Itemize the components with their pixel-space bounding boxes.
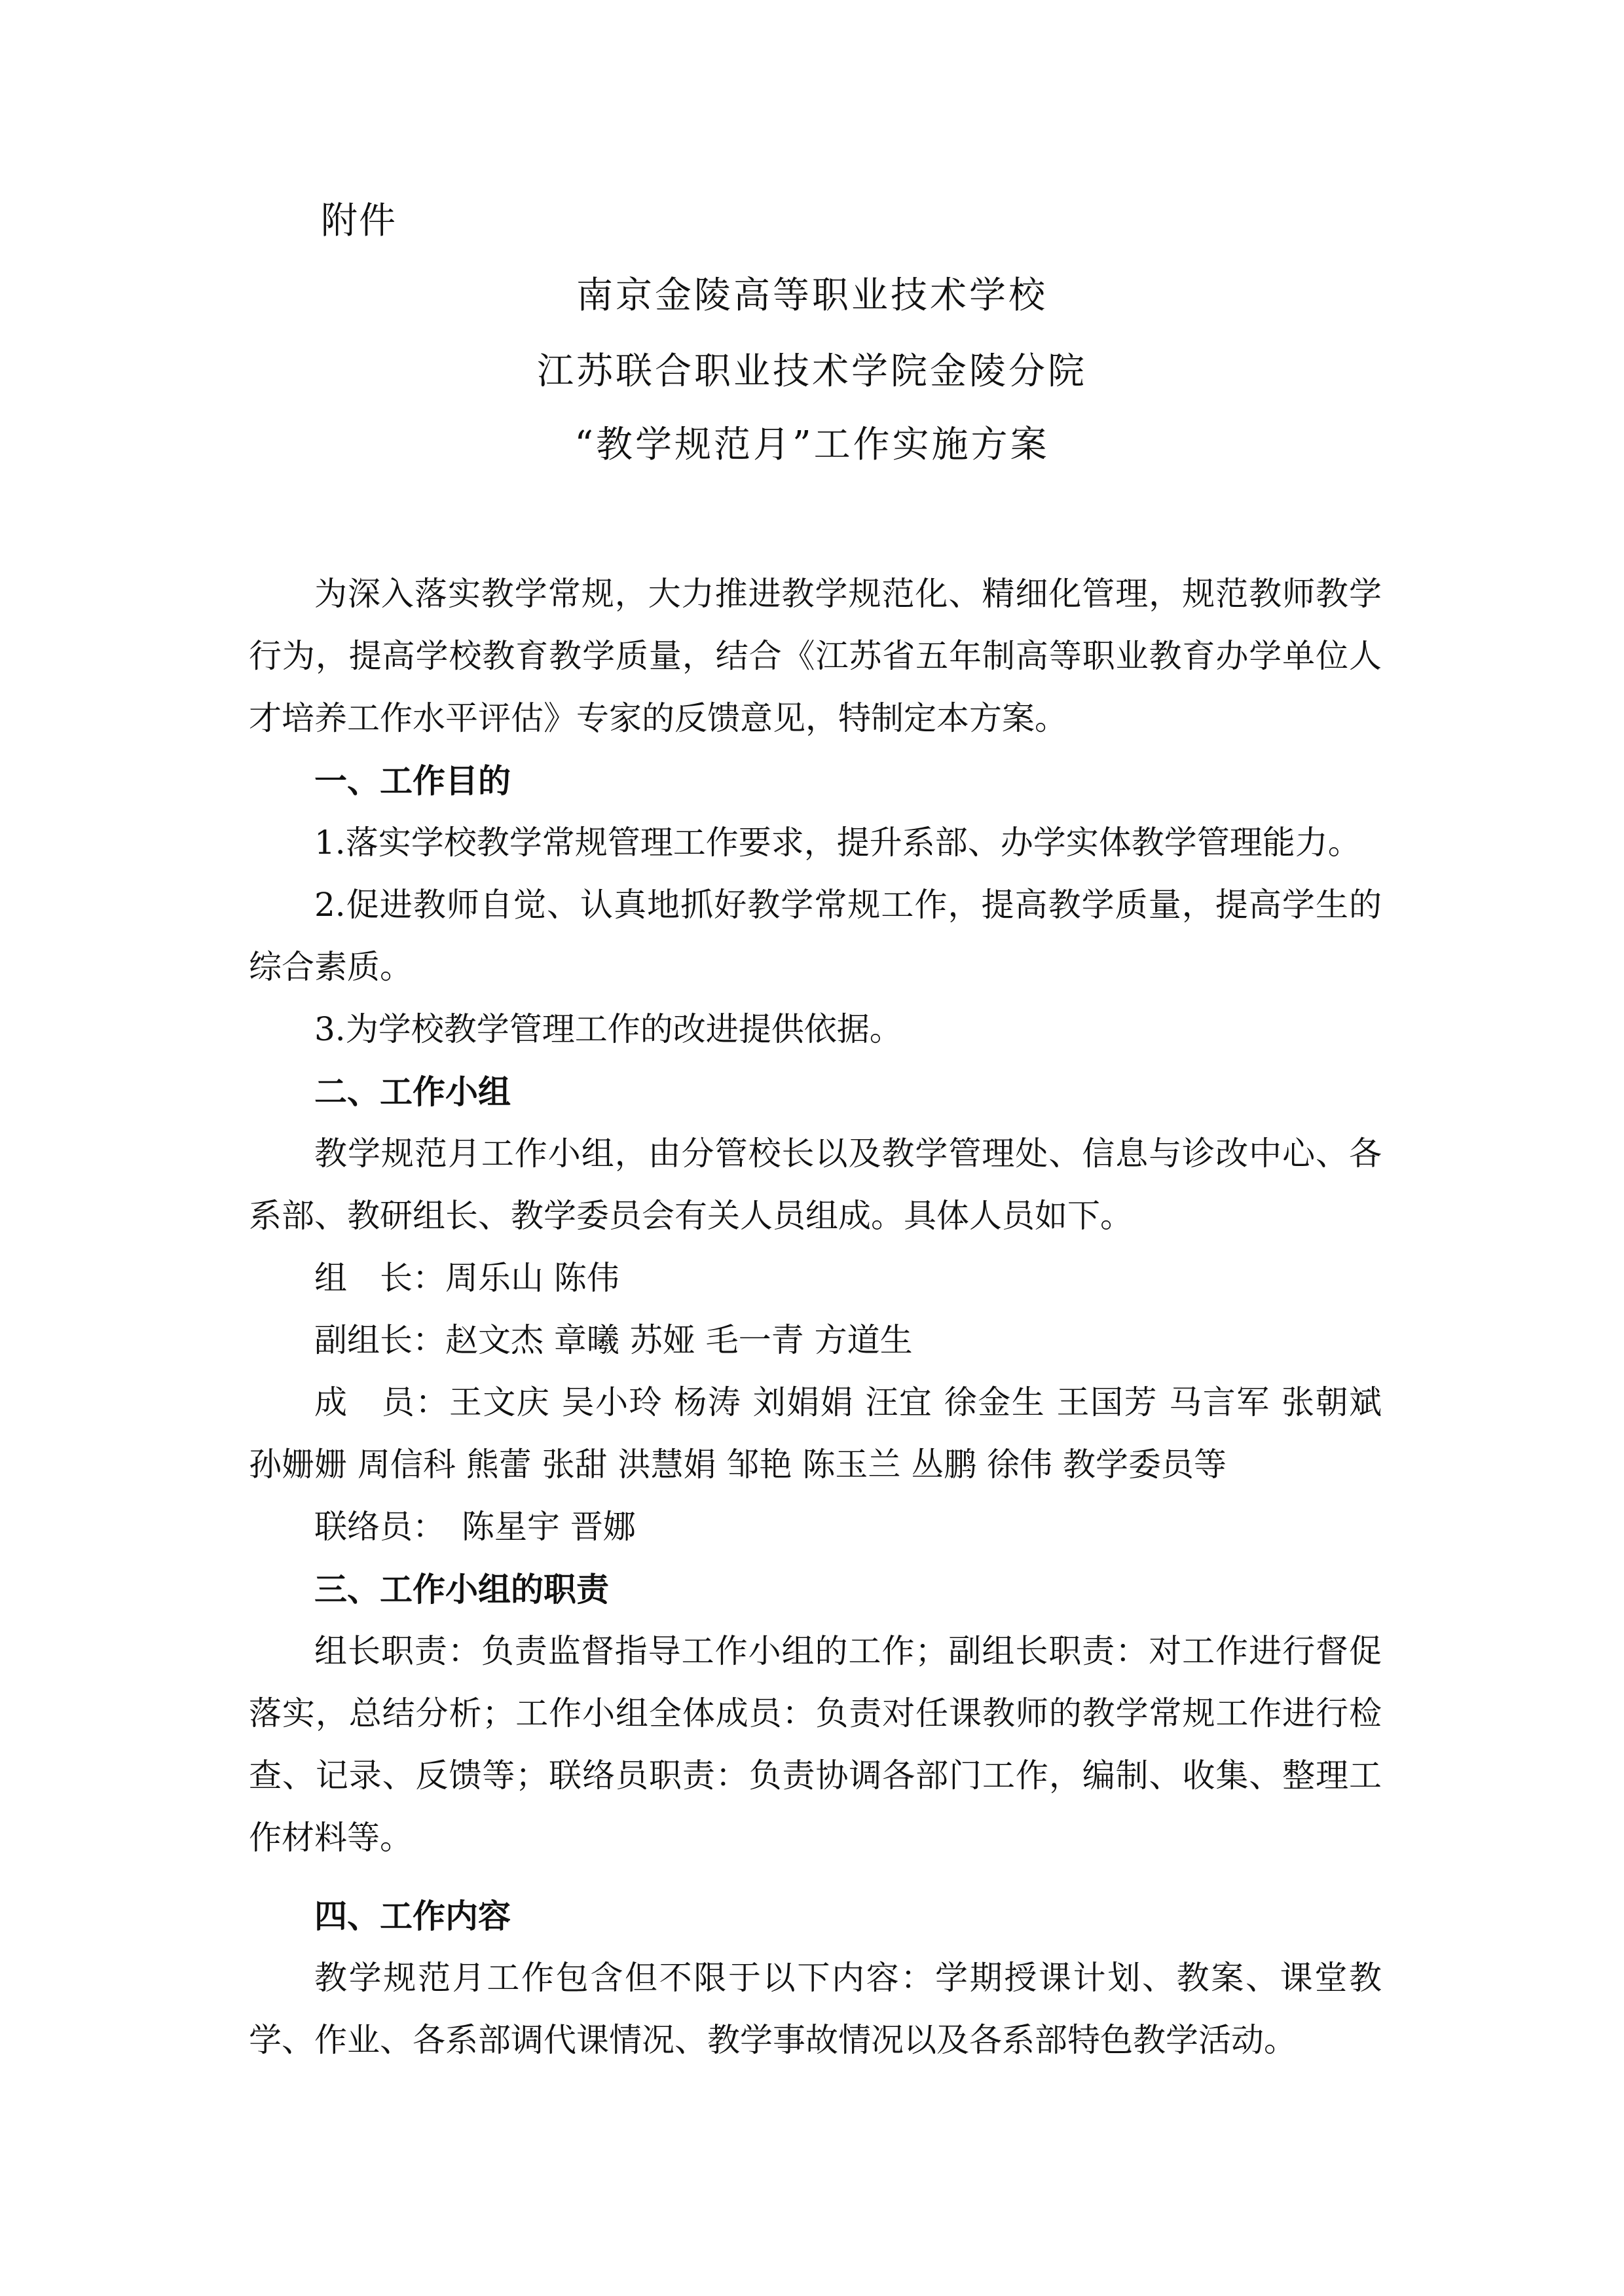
group-leader-line: 组 长：周乐山 陈伟	[314, 1259, 619, 1297]
section-3-heading: 三、工作小组的职责	[314, 1570, 609, 1609]
section-4-heading: 四、工作内容	[314, 1897, 511, 1935]
section-2-description: 教学规范月工作小组，由分管校长以及教学管理处、信息与诊改中心、各系部、教研组长、教学委员会有关人员组成。具体人员如下。	[249, 1135, 1382, 1235]
deputy-leader-line: 副组长：赵文杰 章曦 苏娅 毛一青 方道生	[314, 1321, 913, 1359]
title-line-3: “教学规范月”工作实施方案	[574, 424, 1050, 466]
section-1-heading: 一、工作目的	[314, 761, 511, 800]
title-line-1: 南京金陵高等职业技术学校	[576, 274, 1048, 317]
liaison-line: 联络员： 陈星宇 晋娜	[314, 1508, 636, 1546]
section-2-heading: 二、工作小组	[314, 1072, 511, 1111]
section-3-text: 组长职责：负责监督指导工作小组的工作；副组长职责：对工作进行督促落实，总结分析；工作小组全体成员：负责对任课教师的教学常规工作进行检查、记录、反馈等；联络员职责：负责协调各部门工作，编制、收集、整理工作材料等。	[249, 1632, 1382, 1857]
section-1-item-3: 3.为学校教学管理工作的改进提供依据。	[314, 1010, 902, 1048]
attachment-label: 附件	[321, 200, 397, 242]
section-1-item-1: 1.落实学校教学常规管理工作要求，提升系部、办学实体教学管理能力。	[314, 824, 1361, 862]
title-line-2: 江苏联合职业技术学院金陵分院	[537, 350, 1087, 393]
document-body	[249, 563, 1382, 2071]
members-line: 成 员：王文庆 吴小玲 杨涛 刘娟娟 汪宜 徐金生 王国芳 马言军 张朝斌 孙姗姗 周信科 熊蕾 张甜 洪慧娟 邹艳 陈玉兰 丛鹏 徐伟 教学委员等	[249, 1383, 1382, 1484]
section-1-item-2: 2.促进教师自觉、认真地抓好教学常规工作，提高教学质量，提高学生的综合素质。	[249, 886, 1382, 986]
section-4-text: 教学规范月工作包含但不限于以下内容：学期授课计划、教案、课堂教学、作业、各系部调代课情况、教学事故情况以及各系部特色教学活动。	[249, 1959, 1382, 2059]
intro-paragraph: 为深入落实教学常规，大力推进教学规范化、精细化管理，规范教师教学行为，提高学校教育教学质量，结合《江苏省五年制高等职业教育办学单位人才培养工作水平评估》专家的反馈意见，特制定本方案。	[249, 575, 1382, 737]
